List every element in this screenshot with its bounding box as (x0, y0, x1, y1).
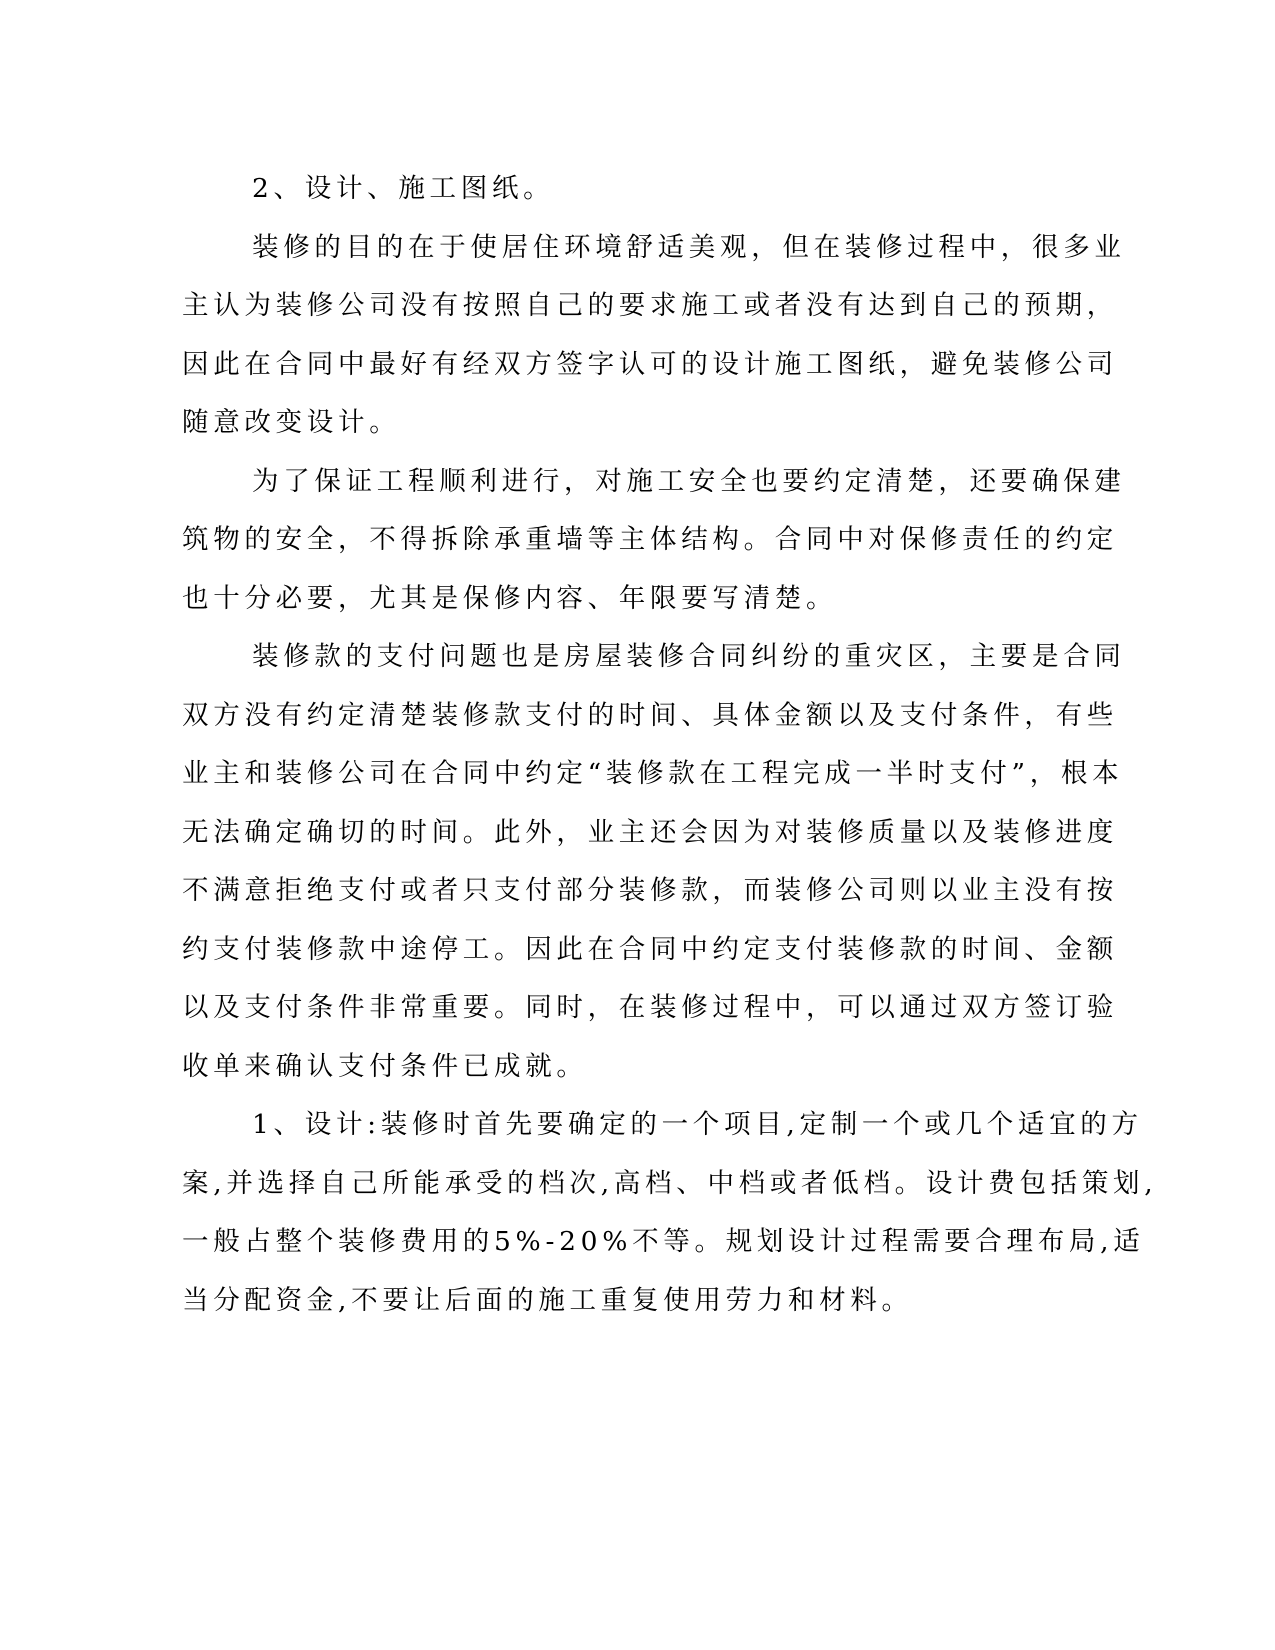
text-line: 无法确定确切的时间。此外，业主还会因为对装修质量以及装修进度 (182, 816, 1118, 848)
text-line: 装修款的支付问题也是房屋装修合同纠纷的重灾区，主要是合同 (252, 641, 1126, 672)
text-line: 2、设计、施工图纸。 (252, 173, 555, 204)
text-line: 业主和装修公司在合同中约定“装修款在工程完成一半时支付”，根本 (182, 758, 1124, 789)
text-line: 不满意拒绝支付或者只支付部分装修款，而装修公司则以业主没有按 (182, 875, 1118, 906)
text-line: 因此在合同中最好有经双方签字认可的设计施工图纸，避免装修公司 (182, 348, 1118, 380)
text-line: 以及支付条件非常重要。同时，在装修过程中，可以通过双方签订验 (182, 992, 1118, 1023)
text-line: 案,并选择自己所能承受的档次,高档、中档或者低档。设计费包括策划, (182, 1167, 1158, 1199)
text-line: 收单来确认支付条件已成就。 (182, 1050, 588, 1082)
text-line: 筑物的安全，不得拆除承重墙等主体结构。合同中对保修责任的约定 (182, 524, 1118, 555)
text-line: 当分配资金,不要让后面的施工重复使用劳力和材料。 (182, 1284, 913, 1316)
text-line: 随意改变设计。 (182, 407, 401, 438)
text-line: 也十分必要，尤其是保修内容、年限要写清楚。 (182, 582, 838, 614)
text-line: 双方没有约定清楚装修款支付的时间、具体金额以及支付条件，有些 (182, 699, 1118, 731)
document-body (182, 160, 1158, 1330)
text-line: 主认为装修公司没有按照自己的要求施工或者没有达到自己的预期， (182, 290, 1118, 321)
text-line: 为了保证工程顺利进行，对施工安全也要约定清楚，还要确保建 (252, 465, 1126, 497)
text-line: 一般占整个装修费用的5%-20%不等。规划设计过程需要合理布局,适 (182, 1226, 1145, 1257)
text-line: 约支付装修款中途停工。因此在合同中约定支付装修款的时间、金额 (182, 933, 1118, 965)
text-line: 1、设计:装修时首先要确定的一个项目,定制一个或几个适宜的方 (252, 1109, 1143, 1140)
text-line: 装修的目的在于使居住环境舒适美观，但在装修过程中，很多业 (252, 231, 1126, 263)
